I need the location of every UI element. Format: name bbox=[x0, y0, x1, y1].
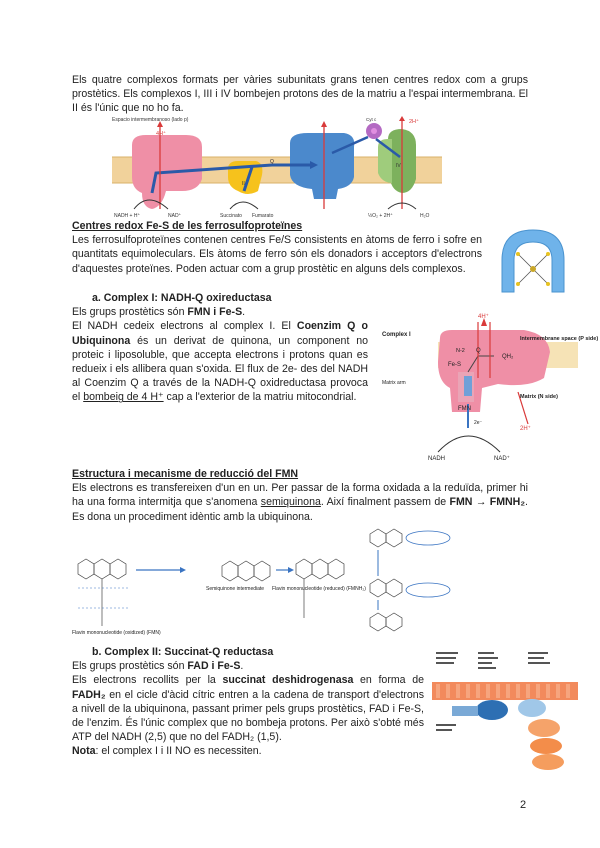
complex1-groups-bold: FMN i Fe-S bbox=[187, 306, 243, 319]
fmn-structure-figure bbox=[72, 528, 462, 640]
intro-text: Els quatre complexos formats per vàries subunitats grans tenen centres redox com a grups prostètics. Els complexos I, III i IV bombejen protons des de la matriu a l'espai intermembrana. El II és l'únic que no ho fa. bbox=[72, 74, 528, 115]
chain-label-o2: ½O₂ + 2H⁺ bbox=[368, 213, 393, 219]
chain-label-4h: 4H⁺ bbox=[156, 131, 166, 137]
c1-label-q: Q bbox=[476, 348, 481, 354]
complex1-groups-post: . bbox=[242, 306, 246, 319]
fmn-caption-semiquinone: Semiquinone intermediate bbox=[206, 586, 265, 592]
complex2-p1-bold2: FADH₂ bbox=[72, 688, 106, 701]
complex1-p1: El NADH cedeix electrons al complex I. El bbox=[72, 320, 297, 333]
c1-label-nad: NAD⁺ bbox=[494, 456, 510, 462]
chain-label-cytc: Cyt c bbox=[366, 117, 377, 122]
c1-label-fmn: FMN bbox=[458, 406, 471, 412]
c1-label-e: 2e⁻ bbox=[474, 420, 483, 426]
complex1-p1-bold: Coenzim Q o Ubiquinona bbox=[72, 320, 368, 347]
c1-label-n2: N-2 bbox=[456, 348, 465, 354]
chain-label-h2o: H₂O bbox=[420, 213, 430, 219]
c1-label-matrix-arm: Matrix arm bbox=[382, 380, 406, 386]
complex2-note-bold: Nota bbox=[72, 745, 96, 758]
chain-label-space: Espacio intermembranoso (lado p) bbox=[112, 117, 189, 123]
complex1-section bbox=[72, 291, 368, 405]
complex2-section bbox=[72, 645, 424, 759]
fmn-heading: Estructura i mecanisme de reducció del FMN bbox=[72, 468, 299, 480]
complex2-p1-bold: succinat deshidrogenasa bbox=[222, 674, 354, 687]
c1-label-complex: Complex I bbox=[382, 332, 411, 338]
complex1-groups-pre: Els grups prostètics són bbox=[72, 306, 188, 319]
c1-label-inter: Intermembrane space (P side) bbox=[520, 336, 599, 342]
complex2-p1: Els electrons recollits per la bbox=[72, 674, 223, 687]
complex2-groups-bold: FAD i Fe-S bbox=[187, 660, 241, 673]
chain-label-nad: NAD⁺ bbox=[168, 213, 182, 219]
complex2-p1-post: en el cicle d'àcid cítric entren a la cadena de transport d'electrons a nivell de la ubiquinona, passant primer pels grups prostètics, FAD i Fe-S, de l'enzim. És l'únic complex que no bombeja protons. Per això s'obté més ATP del NADH (2,5) que no del FADH₂ (1,5). bbox=[72, 688, 424, 744]
complex2-p1-mid: en forma de bbox=[353, 674, 425, 687]
complex1-title: a. Complex I: NADH-Q oxireductasa bbox=[92, 292, 272, 304]
complex2-groups-pre: Els grups prostètics són bbox=[72, 660, 188, 673]
complex1-p1-end: cap a l'exterior de la matriu mitocondrial. bbox=[163, 391, 357, 404]
fmn-p1-underline: semiquinona bbox=[260, 496, 321, 509]
chain-label-q: Q bbox=[270, 159, 274, 165]
chain-label-succinate: Succinato bbox=[220, 213, 242, 219]
fmn-p1-bold: FMN → FMNH₂ bbox=[449, 496, 526, 509]
complex1-p1-underline: bombeig de 4 H⁺ bbox=[83, 391, 164, 404]
chain-label-2h: 2H⁺ bbox=[409, 119, 419, 125]
complex2-figure bbox=[432, 648, 578, 772]
complex1-figure bbox=[378, 312, 599, 462]
c1-label-qh2: QH₂ bbox=[502, 354, 514, 360]
fmn-p1: Els electrons es transfereixen d'un en un. Per passar de la forma oxidada a la reduïda, primer hi ha una forma intermitja que s'anomena bbox=[72, 482, 528, 509]
c1-label-nadh: NADH bbox=[428, 456, 446, 462]
c1-label-fes: Fe-S bbox=[448, 362, 462, 368]
c1-label-4h: 4H⁺ bbox=[478, 314, 489, 320]
complex2-groups-post: . bbox=[240, 660, 244, 673]
electron-transport-chain-figure bbox=[112, 117, 442, 219]
chain-label-iv: IV bbox=[396, 163, 401, 169]
c1-label-2h: 2H⁺ bbox=[520, 426, 531, 432]
chain-label-nadh: NADH + H⁺ bbox=[114, 213, 141, 219]
fes-section bbox=[72, 219, 482, 276]
fes-cluster-figure bbox=[490, 222, 576, 300]
fes-heading: Centres redox Fe-S de les ferrosulfoproteïnes bbox=[72, 220, 303, 232]
complex1-p1-post: és un derivat de quinona, un component no proteic i liposoluble, que accepta electrons i protons quan es redueix i els allibera quan s'oxida. El flux de 2e- des del NADH al Coenzim Q a través de la NADH-Q oxidreductasa provoca el bbox=[72, 334, 368, 404]
chain-label-ii: II bbox=[242, 181, 245, 187]
fmn-section bbox=[72, 467, 528, 524]
fmn-caption-reduced: Flavin mononucleotide (reduced) (FMNH₂) bbox=[272, 586, 366, 592]
c1-label-matrix-n: Matrix (N side) bbox=[520, 394, 558, 400]
chain-label-fumarate: Fumarato bbox=[252, 213, 274, 219]
fmn-p1-end: . Es dona un procediment idèntic amb la ubiquinona. bbox=[72, 496, 528, 523]
page-number: 2 bbox=[520, 799, 527, 811]
fmn-p1-post: . Així finalment passem de bbox=[320, 496, 450, 509]
intro-paragraph bbox=[72, 73, 528, 116]
fmn-caption-oxidized: Flavin mononucleotide (oxidized) (FMN) bbox=[72, 630, 161, 636]
fes-text: Les ferrosulfoproteïnes contenen centres Fe/S consistents en àtoms de ferro i sofre en quantitats equimoleculars. Els àtoms de ferro són els donadors i acceptors d'electrons d'aquestes proteïnes. Poden actuar com a grup prostètic en alguns dels complexos. bbox=[72, 234, 482, 275]
complex2-note: : el complex I i II NO es necessiten. bbox=[95, 745, 262, 758]
complex2-title: b. Complex II: Succinat-Q reductasa bbox=[92, 646, 274, 658]
